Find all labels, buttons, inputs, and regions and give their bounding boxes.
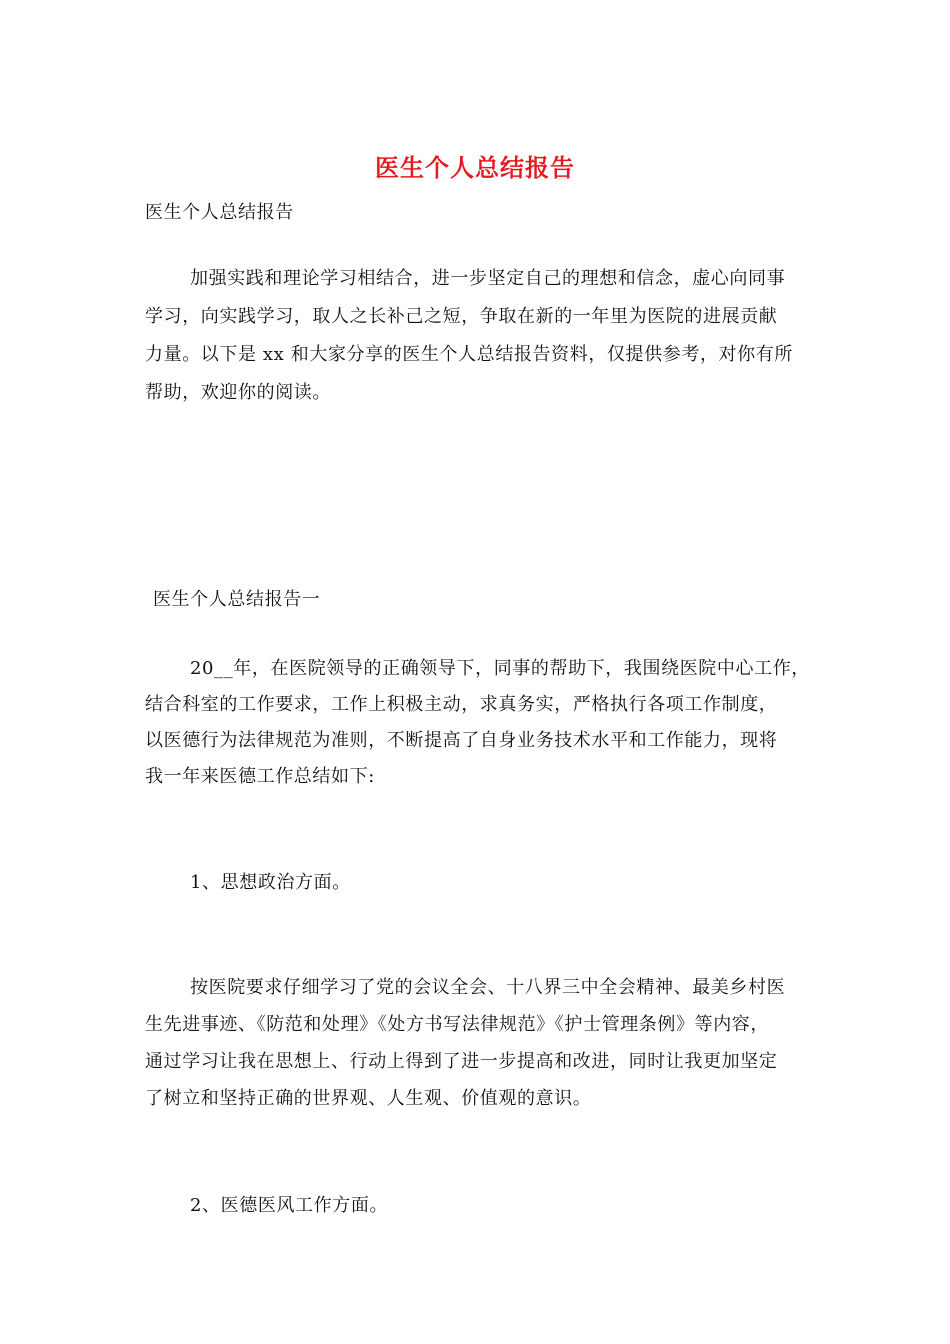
intro-line-4: 帮助，欢迎你的阅读。 xyxy=(145,382,331,403)
intro-line-1: 加强实践和理论学习相结合，进一步坚定自己的理想和信念，虚心向同事 xyxy=(190,268,786,289)
document-subtitle: 医生个人总结报告 xyxy=(145,202,294,223)
section-line-2: 结合科室的工作要求，工作上积极主动，求真务实，严格执行各项工作制度， xyxy=(145,694,778,715)
section-line-4: 我一年来医德工作总结如下: xyxy=(145,766,375,787)
section-line-3: 以医德行为法律规范为准则，不断提高了自身业务技术水平和工作能力，现将 xyxy=(145,730,778,751)
section-heading: 医生个人总结报告一 xyxy=(153,589,321,610)
intro-line-2: 学习，向实践学习，取人之长补己之短，争取在新的一年里为医院的进展贡献 xyxy=(145,306,778,327)
item-1-line-3: 通过学习让我在思想上、行动上得到了进一步提高和改进，同时让我更加坚定 xyxy=(145,1051,778,1072)
item-1-line-4: 了树立和坚持正确的世界观、人生观、价值观的意识。 xyxy=(145,1088,592,1109)
item-1-line-1: 按医院要求仔细学习了党的会议全会、十八界三中全会精神、最美乡村医 xyxy=(190,977,786,998)
item-1-line-2: 生先进事迹、《防范和处理》《处方书写法律规范》《护士管理条例》等内容， xyxy=(145,1014,769,1035)
intro-line-3: 力量。以下是 xx 和大家分享的医生个人总结报告资料，仅提供参考，对你有所 xyxy=(145,344,793,365)
item-1-heading: 1、思想政治方面。 xyxy=(190,872,351,893)
section-line-1: 20__年，在医院领导的正确领导下，同事的帮助下，我围绕医院中心工作， xyxy=(190,658,810,679)
item-2-heading: 2、医德医风工作方面。 xyxy=(190,1195,389,1216)
document-title: 医生个人总结报告 xyxy=(375,153,575,182)
